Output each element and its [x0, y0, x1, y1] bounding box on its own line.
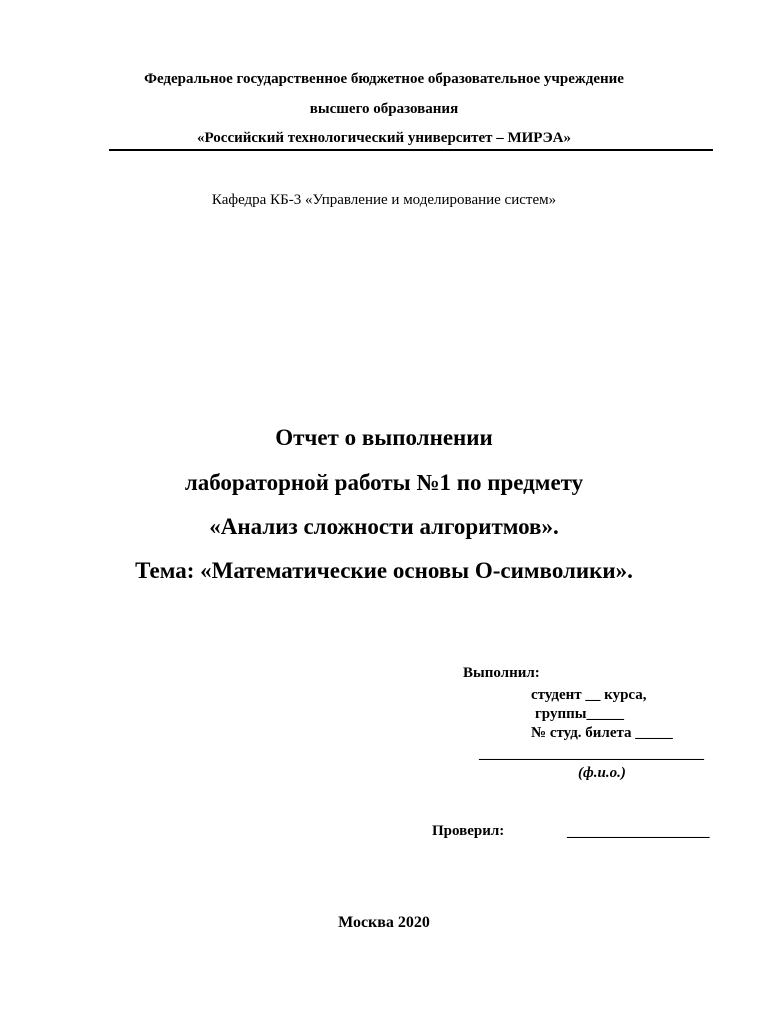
report-title-line-1: Отчет о выполнении — [275, 425, 493, 450]
checked-signature-line: ___________________ — [567, 824, 710, 840]
report-subject: «Анализ сложности алгоритмов». — [209, 514, 559, 539]
education-level: высшего образования — [309, 101, 459, 117]
performed-label: Выполнил: — [463, 665, 540, 681]
department-name: Кафедра КБ-3 «Управление и моделирование систем» — [211, 192, 557, 208]
student-name-line: ______________________________ — [479, 746, 704, 762]
institution-type: Федеральное государственное бюджетное образовательное учреждение — [144, 71, 624, 87]
header-divider — [109, 149, 713, 151]
university-name: «Российский технологический университет – МИРЭА» — [197, 130, 571, 146]
student-group: группы_____ — [535, 706, 624, 722]
student-ticket: № студ. билета _____ — [531, 725, 673, 741]
report-title-line-2: лабораторной работы №1 по предмету — [184, 470, 584, 495]
student-course: студент __ курса, — [531, 687, 647, 703]
city-year: Москва 2020 — [338, 914, 430, 931]
report-topic: Тема: «Математические основы О-символики». — [135, 558, 633, 583]
student-name-caption: (ф.и.о.) — [578, 765, 626, 781]
checked-label: Проверил: — [432, 823, 505, 839]
